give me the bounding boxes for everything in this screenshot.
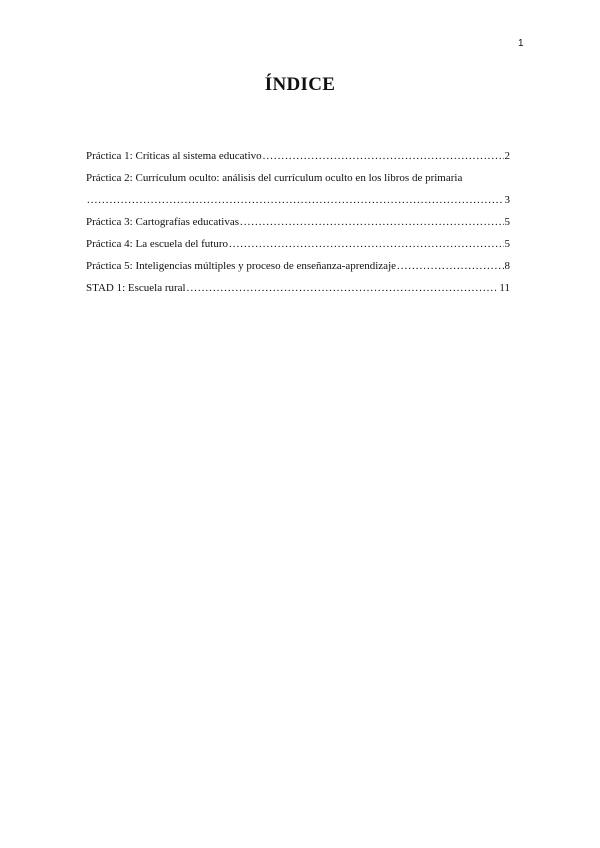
table-of-contents [86, 149, 510, 303]
toc-entry-title: Práctica 2: Currículum oculto: análisis del currículum oculto en los libros de primaria [86, 172, 463, 184]
toc-entry-page: 11 [499, 282, 510, 294]
toc-entry-page: 2 [504, 150, 510, 162]
toc-entry-title: STAD 1: Escuela rural [86, 282, 186, 294]
toc-entry-title: Práctica 5: Inteligencias múltiples y proceso de enseñanza-aprendizaje [86, 260, 397, 272]
toc-entry-title: Práctica 4: La escuela del futuro [86, 238, 229, 250]
toc-entry[interactable] [86, 215, 510, 230]
toc-entry[interactable] [86, 281, 510, 296]
toc-entry[interactable] [86, 259, 510, 274]
toc-entry-page: 8 [504, 260, 510, 272]
toc-entry-page: 3 [504, 194, 510, 206]
toc-leader-dots [86, 193, 504, 208]
toc-entry[interactable] [86, 171, 510, 208]
toc-entry[interactable] [86, 149, 510, 164]
toc-leader-dots [228, 237, 503, 252]
toc-leader-dots [262, 149, 504, 164]
toc-leader-dots [186, 281, 499, 296]
toc-entry-page: 5 [504, 238, 510, 250]
page-number: 1 [518, 38, 524, 49]
toc-entry-title: Práctica 3: Cartografías educativas [86, 216, 240, 228]
toc-leader-dots [239, 215, 503, 230]
toc-entry[interactable] [86, 237, 510, 252]
toc-entry-title: Práctica 1: Críticas al sistema educativo [86, 150, 262, 162]
index-title: ÍNDICE [264, 74, 336, 95]
toc-leader-dots [396, 259, 503, 274]
toc-entry-page: 5 [504, 216, 510, 228]
